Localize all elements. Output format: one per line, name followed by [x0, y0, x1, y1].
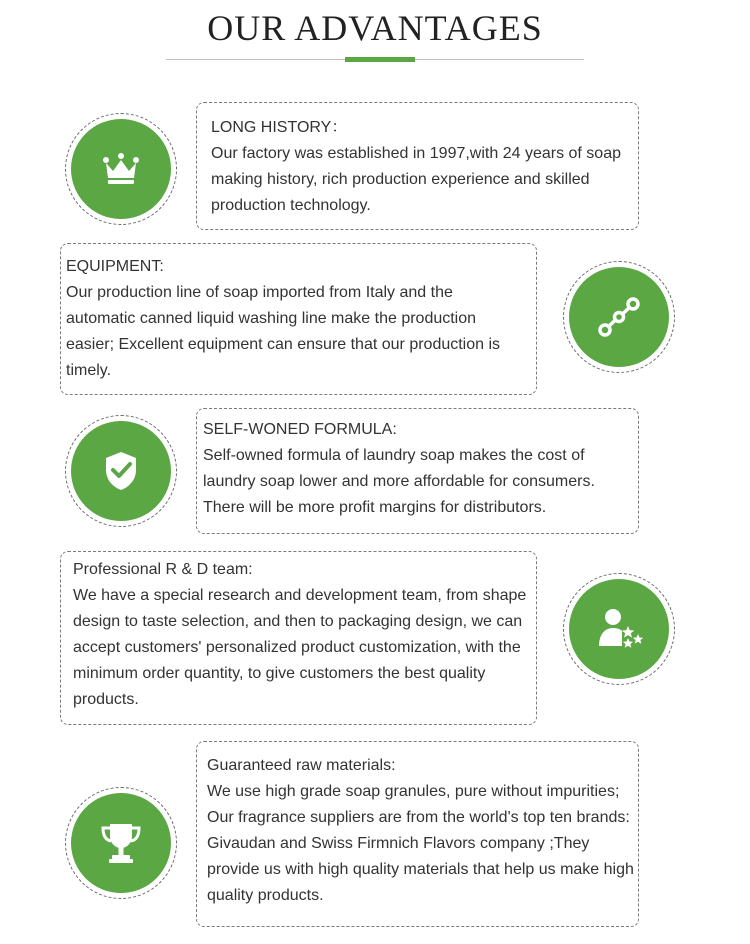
title-accent-bar: [345, 57, 415, 62]
card-heading: Professional R & D team:: [73, 561, 253, 578]
card-heading: LONG HISTORY：: [211, 119, 348, 136]
card-body: Our factory was established in 1997,with 24 years of soap making history, rich production experience and skilled production technology.: [211, 145, 621, 214]
card-equipment: [60, 243, 537, 395]
card-body: We have a special research and development team, from shape design to taste selection, and then to packaging design, we can accept customers' personalized product customization, with the minimum order quantity, to give customers the best quality products.: [73, 587, 527, 708]
person-stars-icon: [594, 604, 644, 654]
shield-check-icon: [101, 449, 141, 493]
card-heading: SELF-WONED FORMULA:: [203, 421, 397, 438]
card-heading: EQUIPMENT:: [66, 258, 164, 275]
badge-raw-materials: [65, 787, 177, 899]
card-self-owned-formula: [196, 408, 639, 534]
card-heading: Guaranteed raw materials:: [207, 757, 396, 774]
badge-equipment: [563, 261, 675, 373]
card-body: We use high grade soap granules, pure without impurities; Our fragrance suppliers are from the world's top ten brands: Givaudan and Swiss Firmnich Flavors company ;They provide us with high quality materials that help us make high quality products.: [207, 783, 634, 904]
card-long-history: [196, 102, 639, 230]
connected-nodes-icon: [595, 293, 643, 341]
trophy-icon: [98, 820, 144, 866]
badge-long-history: [65, 113, 177, 225]
page-title: OUR ADVANTAGES: [207, 8, 543, 48]
card-rd-team: [60, 551, 537, 725]
card-raw-materials: [196, 741, 639, 927]
badge-rd-team: [563, 573, 675, 685]
card-body: Self-owned formula of laundry soap makes the cost of laundry soap lower and more affordable for consumers. There will be more profit margins for distributors.: [203, 447, 595, 516]
card-body: Our production line of soap imported from Italy and the automatic canned liquid washing line make the production easier; Excellent equipment can ensure that our production is timely.: [66, 284, 501, 379]
crown-icon: [99, 147, 143, 191]
badge-self-owned-formula: [65, 415, 177, 527]
